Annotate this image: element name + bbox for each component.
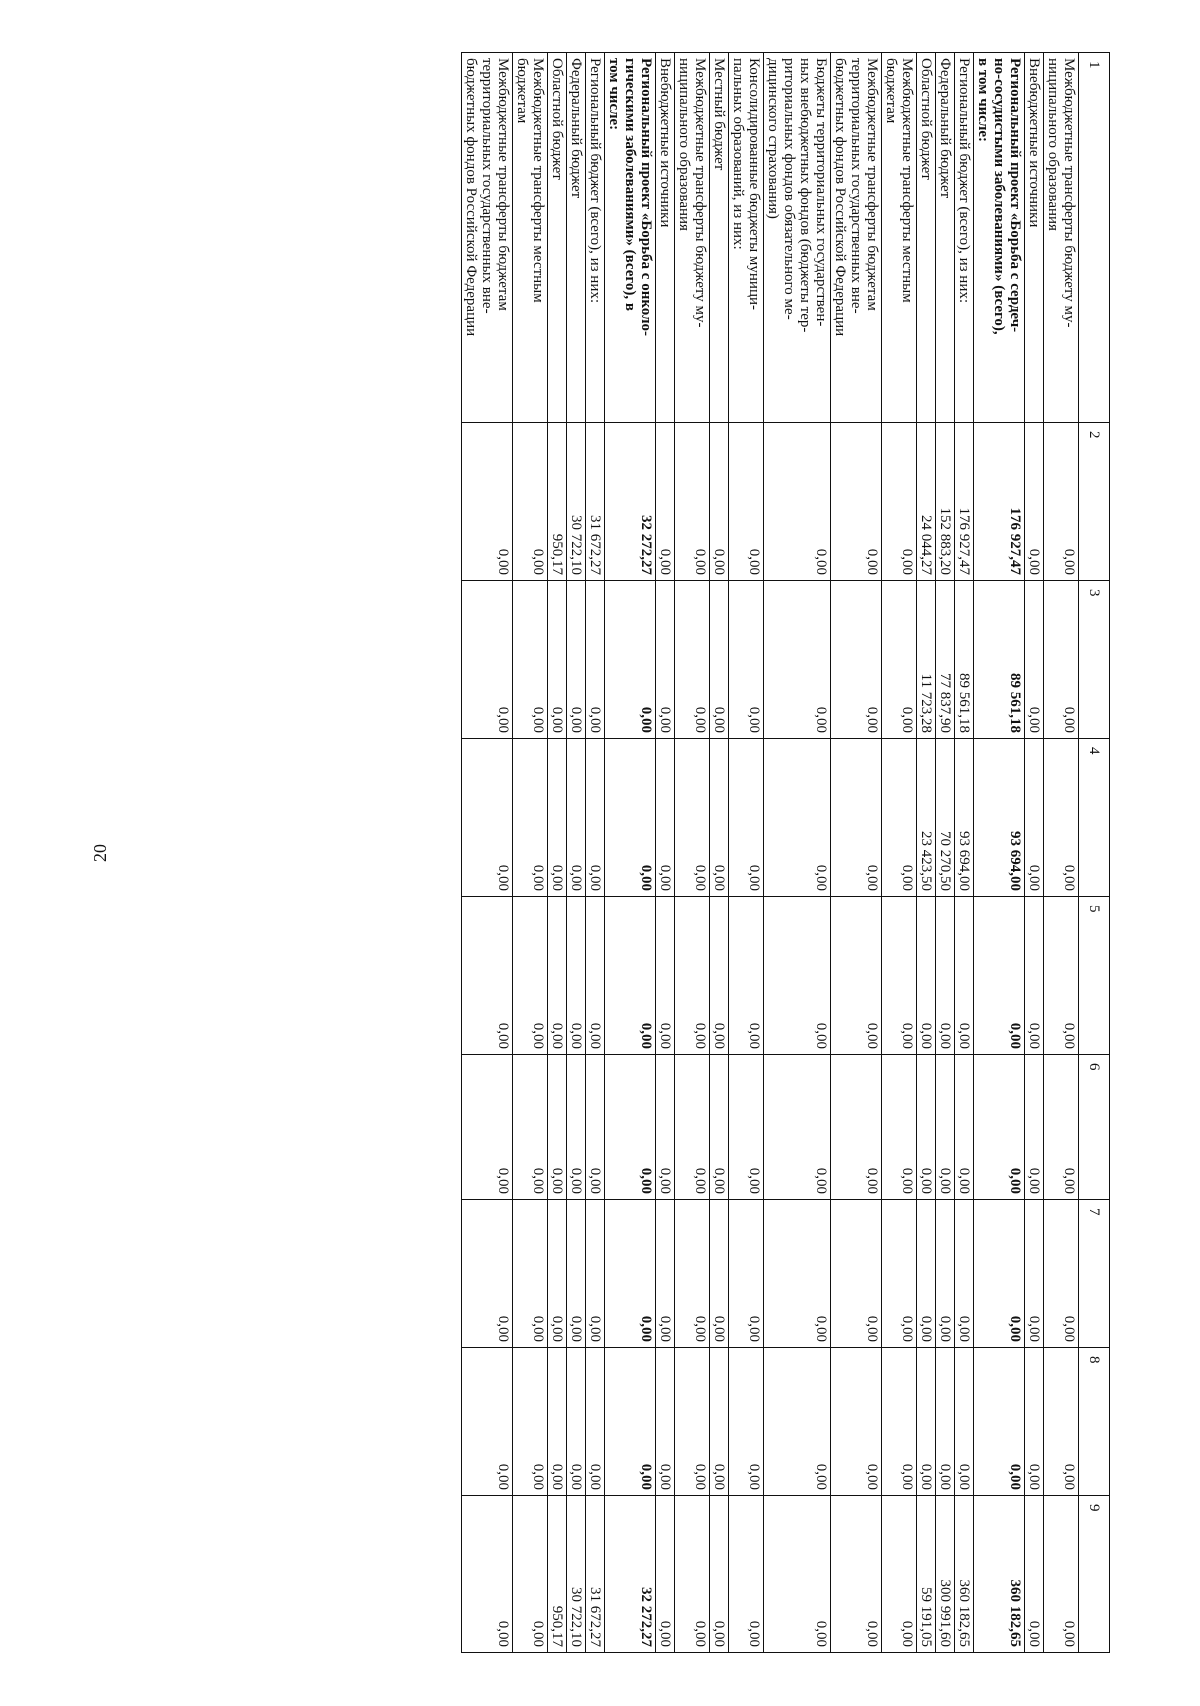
row-value: 0,00 bbox=[462, 1200, 513, 1348]
row-value: 0,00 bbox=[710, 1348, 729, 1496]
row-value: 0,00 bbox=[675, 1348, 710, 1496]
row-value: 0,00 bbox=[513, 423, 548, 581]
row-value: 0,00 bbox=[710, 1200, 729, 1348]
row-label: Региональный бюджет (всего), из них: bbox=[586, 53, 605, 423]
row-label: Бюджеты территориальных государствен- ных внебюджетных фондов (бюджеты тер- риториальных фондов обязательного ме- дицинского страхования) bbox=[764, 53, 831, 423]
column-header: 6 bbox=[1079, 1055, 1110, 1200]
row-value: 0,00 bbox=[917, 1055, 936, 1200]
row-value: 0,00 bbox=[729, 423, 764, 581]
row-value: 0,00 bbox=[656, 739, 675, 897]
row-value: 0,00 bbox=[936, 897, 955, 1055]
row-value: 0,00 bbox=[729, 1055, 764, 1200]
row-value: 0,00 bbox=[764, 1055, 831, 1200]
table-row bbox=[917, 53, 936, 1653]
row-value: 0,00 bbox=[462, 739, 513, 897]
row-value: 0,00 bbox=[548, 1348, 567, 1496]
row-value: 93 694,00 bbox=[955, 739, 974, 897]
row-value: 0,00 bbox=[882, 423, 917, 581]
row-value: 0,00 bbox=[710, 1496, 729, 1653]
row-value: 0,00 bbox=[974, 1348, 1025, 1496]
row-label: Региональный проект «Борьба с онколо- гическими заболеваниями» (всего), в том числе: bbox=[605, 53, 656, 423]
row-value: 0,00 bbox=[462, 1496, 513, 1653]
table-row bbox=[567, 53, 586, 1653]
row-value: 31 672,27 bbox=[586, 1496, 605, 1653]
row-value: 0,00 bbox=[729, 581, 764, 739]
table-body bbox=[462, 53, 1079, 1653]
row-label: Межбюджетные трансферты бюджетам территориальных государственных вне- бюджетных фондов Российской Федерации bbox=[462, 53, 513, 423]
row-value: 0,00 bbox=[831, 1348, 882, 1496]
row-value: 24 044,27 bbox=[917, 423, 936, 581]
row-value: 0,00 bbox=[1025, 739, 1044, 897]
row-label: Федеральный бюджет bbox=[936, 53, 955, 423]
row-value: 0,00 bbox=[656, 1496, 675, 1653]
row-value: 0,00 bbox=[567, 739, 586, 897]
page-number: 20 bbox=[90, 844, 110, 862]
column-header: 3 bbox=[1079, 581, 1110, 739]
table-row bbox=[974, 53, 1025, 1653]
table-row bbox=[729, 53, 764, 1653]
row-value: 70 270,50 bbox=[936, 739, 955, 897]
row-label: Межбюджетные трансферты местным бюджетам bbox=[513, 53, 548, 423]
row-value: 0,00 bbox=[548, 1200, 567, 1348]
row-value: 0,00 bbox=[656, 1055, 675, 1200]
row-value: 0,00 bbox=[882, 1055, 917, 1200]
row-value: 0,00 bbox=[882, 581, 917, 739]
row-value: 0,00 bbox=[513, 581, 548, 739]
row-value: 0,00 bbox=[1025, 1055, 1044, 1200]
table-row bbox=[513, 53, 548, 1653]
row-value: 0,00 bbox=[831, 581, 882, 739]
column-header: 7 bbox=[1079, 1200, 1110, 1348]
row-value: 0,00 bbox=[586, 739, 605, 897]
row-value: 0,00 bbox=[974, 897, 1025, 1055]
row-value: 0,00 bbox=[1044, 423, 1079, 581]
row-value: 0,00 bbox=[729, 739, 764, 897]
row-value: 0,00 bbox=[605, 897, 656, 1055]
row-value: 32 272,27 bbox=[605, 1496, 656, 1653]
row-value: 0,00 bbox=[936, 1200, 955, 1348]
row-value: 0,00 bbox=[605, 739, 656, 897]
row-value: 0,00 bbox=[831, 1055, 882, 1200]
row-value: 0,00 bbox=[605, 1348, 656, 1496]
row-value: 0,00 bbox=[605, 1200, 656, 1348]
row-value: 0,00 bbox=[882, 897, 917, 1055]
row-value: 950,17 bbox=[548, 1496, 567, 1653]
row-value: 0,00 bbox=[586, 1348, 605, 1496]
row-value: 0,00 bbox=[729, 1496, 764, 1653]
row-value: 0,00 bbox=[1025, 1348, 1044, 1496]
row-value: 0,00 bbox=[675, 897, 710, 1055]
row-label: Межбюджетные трансферты бюджетам территориальных государственных вне- бюджетных фондов Российской Федерации bbox=[831, 53, 882, 423]
row-value: 0,00 bbox=[882, 1496, 917, 1653]
row-value: 152 883,20 bbox=[936, 423, 955, 581]
row-value: 0,00 bbox=[513, 1348, 548, 1496]
row-value: 0,00 bbox=[1044, 897, 1079, 1055]
table-row bbox=[936, 53, 955, 1653]
rotated-table-wrapper bbox=[190, 52, 1110, 1652]
row-label: Внебюджетные источники bbox=[1025, 53, 1044, 423]
row-label: Местный бюджет bbox=[710, 53, 729, 423]
row-value: 0,00 bbox=[831, 1496, 882, 1653]
row-value: 0,00 bbox=[605, 581, 656, 739]
row-value: 0,00 bbox=[764, 581, 831, 739]
row-value: 0,00 bbox=[462, 897, 513, 1055]
row-value: 0,00 bbox=[710, 739, 729, 897]
row-value: 0,00 bbox=[1044, 1200, 1079, 1348]
row-value: 176 927,47 bbox=[974, 423, 1025, 581]
table-row bbox=[656, 53, 675, 1653]
row-label: Региональный проект «Борьба с сердеч- но-сосудистыми заболеваниями» (всего), в том числе: bbox=[974, 53, 1025, 423]
row-value: 0,00 bbox=[586, 1200, 605, 1348]
row-value: 176 927,47 bbox=[955, 423, 974, 581]
row-label: Федеральный бюджет bbox=[567, 53, 586, 423]
table-row bbox=[764, 53, 831, 1653]
table-row bbox=[1025, 53, 1044, 1653]
row-value: 0,00 bbox=[831, 897, 882, 1055]
row-value: 950,17 bbox=[548, 423, 567, 581]
table-row bbox=[831, 53, 882, 1653]
row-value: 0,00 bbox=[548, 739, 567, 897]
row-value: 0,00 bbox=[567, 1348, 586, 1496]
row-value: 0,00 bbox=[675, 581, 710, 739]
row-value: 0,00 bbox=[462, 1348, 513, 1496]
row-value: 30 722,10 bbox=[567, 423, 586, 581]
row-value: 0,00 bbox=[1025, 423, 1044, 581]
budget-table bbox=[461, 52, 1110, 1653]
column-header: 4 bbox=[1079, 739, 1110, 897]
row-value: 0,00 bbox=[586, 1055, 605, 1200]
row-value: 0,00 bbox=[567, 1055, 586, 1200]
column-header: 1 bbox=[1079, 53, 1110, 423]
row-value: 0,00 bbox=[462, 423, 513, 581]
row-label: Областной бюджет bbox=[917, 53, 936, 423]
column-header: 5 bbox=[1079, 897, 1110, 1055]
header-row bbox=[1079, 53, 1110, 1653]
row-value: 0,00 bbox=[710, 581, 729, 739]
row-value: 0,00 bbox=[764, 897, 831, 1055]
row-value: 0,00 bbox=[917, 1348, 936, 1496]
row-value: 0,00 bbox=[882, 739, 917, 897]
row-value: 0,00 bbox=[567, 897, 586, 1055]
row-value: 0,00 bbox=[605, 1055, 656, 1200]
row-value: 0,00 bbox=[513, 1496, 548, 1653]
row-value: 0,00 bbox=[675, 1200, 710, 1348]
table-row bbox=[955, 53, 974, 1653]
row-value: 89 561,18 bbox=[974, 581, 1025, 739]
row-value: 0,00 bbox=[567, 1200, 586, 1348]
row-value: 0,00 bbox=[462, 581, 513, 739]
row-value: 0,00 bbox=[1025, 1200, 1044, 1348]
table-row bbox=[548, 53, 567, 1653]
row-value: 0,00 bbox=[729, 1348, 764, 1496]
table-row bbox=[586, 53, 605, 1653]
row-value: 0,00 bbox=[1044, 1055, 1079, 1200]
row-value: 0,00 bbox=[548, 1055, 567, 1200]
row-value: 360 182,65 bbox=[955, 1496, 974, 1653]
table-row bbox=[710, 53, 729, 1653]
row-value: 93 694,00 bbox=[974, 739, 1025, 897]
row-value: 0,00 bbox=[831, 739, 882, 897]
row-value: 0,00 bbox=[1044, 739, 1079, 897]
row-value: 300 991,60 bbox=[936, 1496, 955, 1653]
row-value: 0,00 bbox=[656, 1348, 675, 1496]
row-value: 0,00 bbox=[1044, 581, 1079, 739]
row-value: 0,00 bbox=[882, 1348, 917, 1496]
row-value: 0,00 bbox=[764, 1496, 831, 1653]
row-value: 0,00 bbox=[710, 1055, 729, 1200]
row-value: 0,00 bbox=[462, 1055, 513, 1200]
row-label: Областной бюджет bbox=[548, 53, 567, 423]
row-value: 0,00 bbox=[831, 1200, 882, 1348]
row-label: Межбюджетные трансферты местным бюджетам bbox=[882, 53, 917, 423]
row-value: 0,00 bbox=[974, 1200, 1025, 1348]
row-value: 0,00 bbox=[917, 1200, 936, 1348]
row-value: 59 191,05 bbox=[917, 1496, 936, 1653]
row-value: 0,00 bbox=[513, 1055, 548, 1200]
column-header: 9 bbox=[1079, 1496, 1110, 1653]
table-row bbox=[462, 53, 513, 1653]
row-value: 0,00 bbox=[764, 739, 831, 897]
row-value: 32 272,27 bbox=[605, 423, 656, 581]
row-value: 0,00 bbox=[1025, 581, 1044, 739]
row-value: 0,00 bbox=[955, 897, 974, 1055]
row-value: 0,00 bbox=[548, 897, 567, 1055]
row-value: 0,00 bbox=[1025, 897, 1044, 1055]
row-value: 0,00 bbox=[675, 1055, 710, 1200]
row-label: Межбюджетные трансферты бюджету му- ниципального образования bbox=[675, 53, 710, 423]
row-value: 0,00 bbox=[513, 897, 548, 1055]
column-header: 8 bbox=[1079, 1348, 1110, 1496]
row-value: 30 722,10 bbox=[567, 1496, 586, 1653]
row-label: Межбюджетные трансферты бюджету му- ниципального образования bbox=[1044, 53, 1079, 423]
row-value: 360 182,65 bbox=[974, 1496, 1025, 1653]
row-value: 0,00 bbox=[831, 423, 882, 581]
row-value: 0,00 bbox=[936, 1055, 955, 1200]
column-header: 2 bbox=[1079, 423, 1110, 581]
row-value: 77 837,90 bbox=[936, 581, 955, 739]
row-value: 0,00 bbox=[974, 1055, 1025, 1200]
row-value: 0,00 bbox=[586, 897, 605, 1055]
row-value: 0,00 bbox=[675, 1496, 710, 1653]
row-value: 89 561,18 bbox=[955, 581, 974, 739]
row-value: 31 672,27 bbox=[586, 423, 605, 581]
table-row bbox=[605, 53, 656, 1653]
row-value: 0,00 bbox=[764, 1200, 831, 1348]
row-value: 0,00 bbox=[656, 1200, 675, 1348]
row-value: 0,00 bbox=[513, 1200, 548, 1348]
row-value: 0,00 bbox=[917, 897, 936, 1055]
row-label: Внебюджетные источники bbox=[656, 53, 675, 423]
row-label: Консолидированные бюджеты муници- пальных образований, из них: bbox=[729, 53, 764, 423]
row-value: 0,00 bbox=[656, 423, 675, 581]
row-value: 0,00 bbox=[1025, 1496, 1044, 1653]
row-value: 0,00 bbox=[675, 423, 710, 581]
row-value: 0,00 bbox=[567, 581, 586, 739]
row-value: 0,00 bbox=[656, 897, 675, 1055]
row-value: 0,00 bbox=[955, 1055, 974, 1200]
row-value: 0,00 bbox=[955, 1348, 974, 1496]
row-value: 0,00 bbox=[710, 897, 729, 1055]
row-value: 0,00 bbox=[882, 1200, 917, 1348]
row-value: 0,00 bbox=[936, 1348, 955, 1496]
row-value: 0,00 bbox=[729, 897, 764, 1055]
row-value: 0,00 bbox=[548, 581, 567, 739]
row-value: 0,00 bbox=[764, 423, 831, 581]
row-value: 0,00 bbox=[955, 1200, 974, 1348]
row-label: Региональный бюджет (всего), из них: bbox=[955, 53, 974, 423]
row-value: 0,00 bbox=[656, 581, 675, 739]
row-value: 0,00 bbox=[764, 1348, 831, 1496]
row-value: 11 723,28 bbox=[917, 581, 936, 739]
row-value: 0,00 bbox=[513, 739, 548, 897]
table-row bbox=[675, 53, 710, 1653]
row-value: 0,00 bbox=[1044, 1496, 1079, 1653]
table-row bbox=[882, 53, 917, 1653]
row-value: 0,00 bbox=[586, 581, 605, 739]
row-value: 0,00 bbox=[1044, 1348, 1079, 1496]
row-value: 0,00 bbox=[675, 739, 710, 897]
row-value: 23 423,50 bbox=[917, 739, 936, 897]
table-row bbox=[1044, 53, 1079, 1653]
row-value: 0,00 bbox=[729, 1200, 764, 1348]
row-value: 0,00 bbox=[710, 423, 729, 581]
